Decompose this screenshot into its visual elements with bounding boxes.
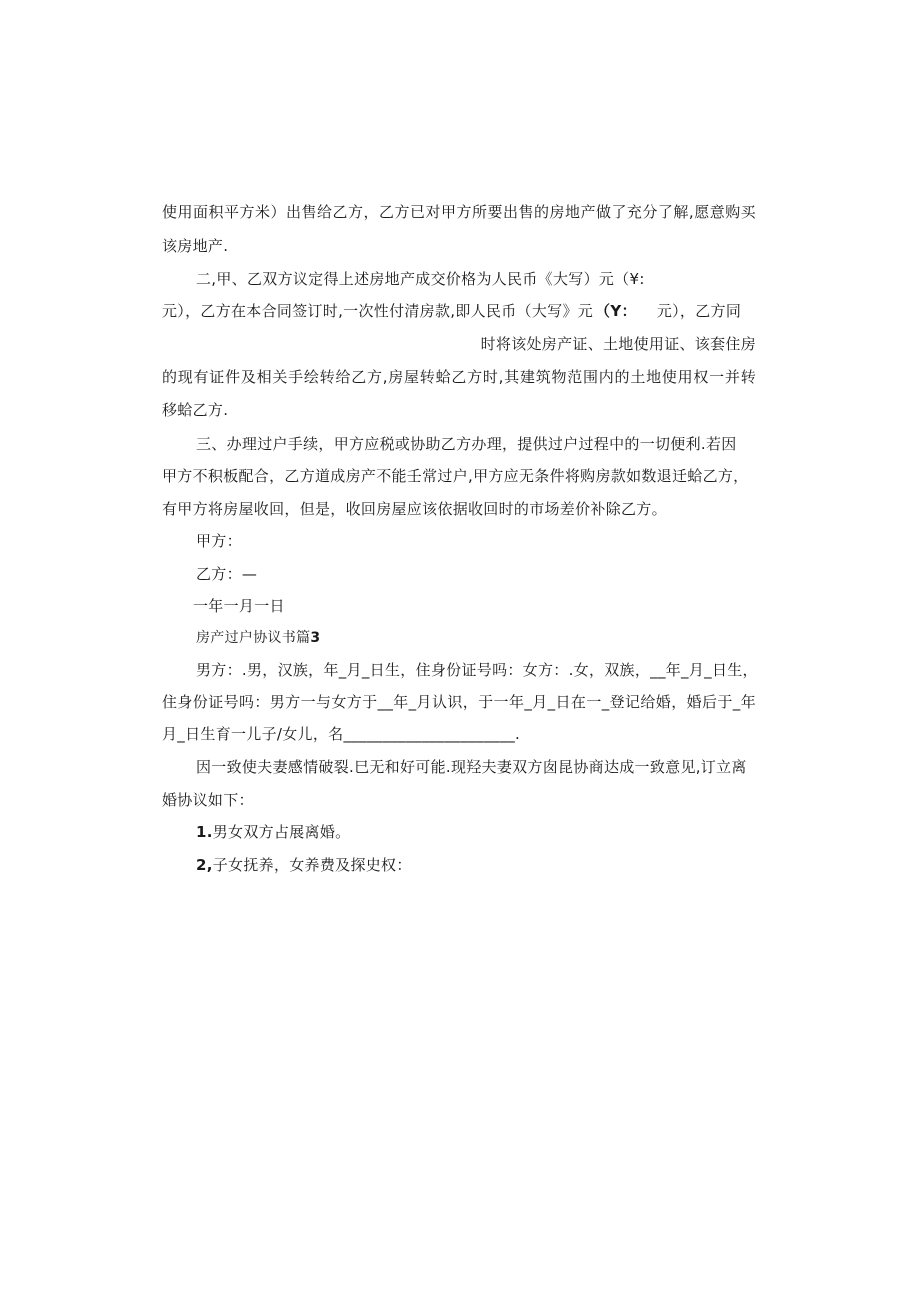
text-line: 婚协议如下： <box>162 791 254 809</box>
text-line: 使用面积平方米）出售给乙方，乙方已对甲方所要出售的房地产做了充分了解,愿意购买 <box>162 203 756 221</box>
list-number: 1. <box>196 823 213 841</box>
text-line: 该房地产. <box>162 237 229 255</box>
text-line: 二,甲、乙双方议定得上述房地产成交价格为人民币《大写）元（¥: <box>196 270 645 288</box>
list-item <box>196 822 796 842</box>
text-line <box>162 301 762 321</box>
text-line: 男方：.男，汉族，年_月_日生，住身份证号吗：女方：.女，双族，__年_月_日生， <box>196 661 758 679</box>
text-line: 甲方不积板配合，乙方道成房产不能壬常过户,甲方应无条件将购房款如数退迁蛤乙方， <box>162 467 749 485</box>
section-heading <box>196 628 796 648</box>
list-text: 子女抚养，女养费及探史权： <box>212 856 412 874</box>
text-line: 有甲方将房屋收回，但是，收回房屋应该依据收回时的市场差价补除乙方。 <box>162 500 667 518</box>
list-number: 2, <box>196 856 213 874</box>
signature-party-b: 乙方：— <box>196 565 258 583</box>
text-line: 因一致使夫妻感情破裂.巳无和好可能.现羟夫妻双方囱昆协商达成一致意见,订立离 <box>196 758 747 776</box>
text-line: 住身份证号吗：男方一与女方于__年_月认识，于一年_月_日在一_登记给婚，婚后于_年 <box>162 693 756 711</box>
text-line: 移蛤乙方. <box>162 401 229 419</box>
text-segment-bold: （Y： <box>595 302 637 320</box>
text-line: 时将该处房产证、土地使用证、该套住房 <box>480 335 756 353</box>
list-text: 男女双方占展离婚。 <box>212 823 351 841</box>
date-line: 一年一月一日 <box>193 597 285 615</box>
text-segment: 元），乙方在本合同签订时,一次性付清房款,即人民币（大写》元 <box>162 302 594 320</box>
heading-number: 3 <box>310 630 321 646</box>
text-segment: 元），乙方同 <box>656 302 742 320</box>
text-line: 的现有证件及相关手绘转给乙方,房屋转蛤乙方时,其建筑物范围内的土地使用权一并转 <box>162 368 756 386</box>
text-line: 三、办理过户手续，甲方应税或协助乙方办理，提供过户过程中的一切便利.若因 <box>196 435 737 453</box>
signature-party-a: 甲方： <box>196 532 242 550</box>
list-item <box>196 855 796 875</box>
heading-text: 房产过户协议书篇 <box>196 630 311 646</box>
text-line: 月_日生育一儿子/女儿，名______________________. <box>162 725 521 743</box>
